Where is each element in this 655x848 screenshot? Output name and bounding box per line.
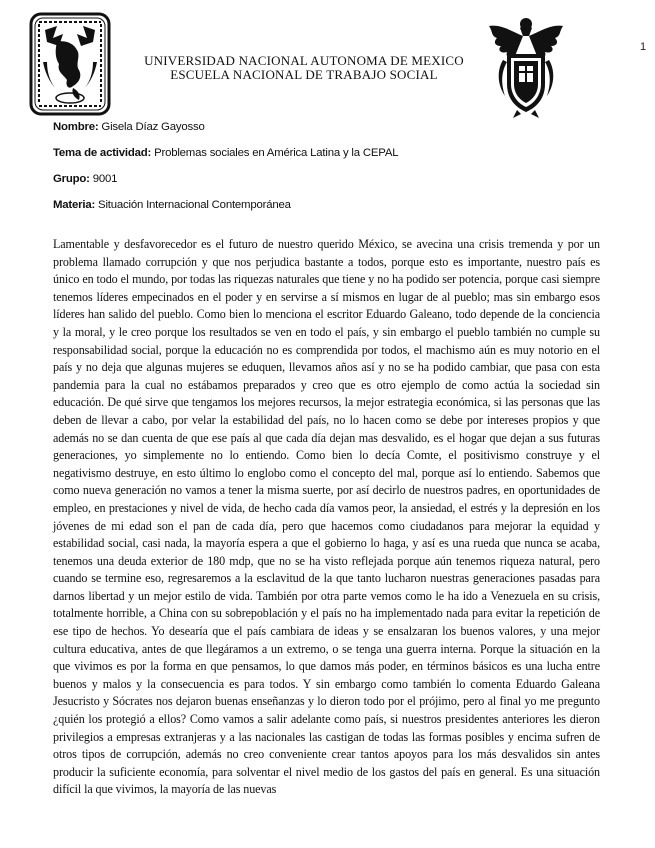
group-value: 9001 (92, 173, 118, 185)
university-name: UNIVERSIDAD NACIONAL AUTONOMA DE MEXICO (144, 53, 464, 68)
subject-label: Materia: (53, 199, 96, 211)
topic-value: Problemas sociales en América Latina y la CEPAL (154, 147, 399, 159)
name-label: Nombre: (53, 121, 99, 133)
topic-label: Tema de actividad: (53, 147, 152, 159)
page-number: 1 (640, 41, 647, 53)
document-header (110, 54, 498, 82)
school-name: ESCUELA NACIONAL DE TRABAJO SOCIAL (170, 67, 438, 82)
subject-value: Situación Internacional Contemporánea (98, 199, 291, 211)
topic-line (53, 147, 398, 159)
unam-seal-icon (29, 12, 111, 116)
name-line (53, 121, 205, 133)
name-value: Gisela Díaz Gayosso (101, 121, 205, 133)
essay-paragraph: Lamentable y desfavorecedor es el futuro de nuestro querido México, se avecina una crisis tremenda y por un problema llamado corrupción y que nos perjudica bastante a todos, porque esto es importante, nuestro país es único en todo el mundo, por todas las riquezas naturales que tiene y no ha podido ser potencia, porque casi siempre tenemos líderes empecinados en el poder y en servirse a sí mismos en lugar de al pueblo; mas sin embargo esos líderes han salido del pueblo. Como bien lo menciona el escritor Eduardo Galeano, todo depende de la conciencia y la moral, y le creo porque los resultados se ven en todo el país, y sin embargo el pueblo también no cumple su responsabilidad social, porque la educación no es comprendida por todos, el machismo aún es muy notorio en el país y no deja que algunas mujeres se eduquen, llevamos años así y no se ha podido cambiar, que pasa con esta pandemia para la cual no estábamos preparados y creo que es otro ejemplo de como actúa la sociedad sin educación. De qué sirve que tengamos los mejores recursos, la mejor estrategia económica, si las personas que las deben de llevar a cabo, por velar la estabilidad del país, no lo hacen como se debe por intereses propios y que además no se dan cuenta de que ese país al que cada día dejan mas desvalido, es el hogar que dejan a sus futuras generaciones, yo simplemente no lo entiendo. Como bien lo decía Comte, el positivismo construye y el negativismo destruye, en esto último lo englobo como el concepto del mal, porque así lo entiendo. Sabemos que como nueva generación no vamos a tener la misma suerte, por así decirlo de nuestros padres, en oportunidades de empleo, en prestaciones y nivel de vida, de hecho cada día vamos peor, la ansiedad, el estrés y la depresión en los jóvenes de mi edad son el pan de cada día, pero que hacemos como ciudadanos para mejorar la equidad y estabilidad social, casi nada, la mayoría espera a que el gobierno lo haga, y así es una rueda que nunca se acaba, tenemos una deuda exterior de 180 mdp, que no se ha visto reflejada porque aún tenemos riqueza natural, pero cuando se termine eso, regresaremos a la esclavitud de la que tanto lucharon nuestras generaciones pasadas para darnos libertad y un mejor estilo de vida. También por otra parte vemos como le ha ido a Venezuela en su crisis, totalmente horrible, a China con su sobrepoblación y el país no ha implementado nada para evitar la repetición de ese tipo de hechos. Yo desearía que el país cambiara de ideas y se ensalzaran los buenos valores, y una mejor cultura educativa, antes de que llegáramos a un extremo, o se tenga una guerra interna. Porque la situación en la que vivimos es por la forma en que pensamos, lo que damos más poder, en términos básicos es una lucha entre buenos y malos y la consecuencia es para todos. Y sin embargo como también lo comenta Eduardo Galeana Jesucristo y Sócrates nos dejaron buenas enseñanzas y lo dieron todo por el prójimo, pero al final yo me pregunto ¿quién los protegió a ellos? Como vamos a salir adelante como país, si nuestros presidentes anteriores les dieron privilegios a empresas extranjeras y a las nacionales las castigan de todas las formas posibles y encima sufren de otros tipos de corrupción, además no creo conveniente crear tantos apoyos para los más desvalidos sin antes producir la suficiente economía, para solventar el nivel medio de los gastos del país en general. Es una situación difícil la que vivimos, la mayoría de las nuevas (53, 237, 600, 797)
group-line (53, 173, 117, 185)
subject-line (53, 199, 291, 211)
essay-body (53, 236, 600, 799)
group-label: Grupo: (53, 173, 90, 185)
